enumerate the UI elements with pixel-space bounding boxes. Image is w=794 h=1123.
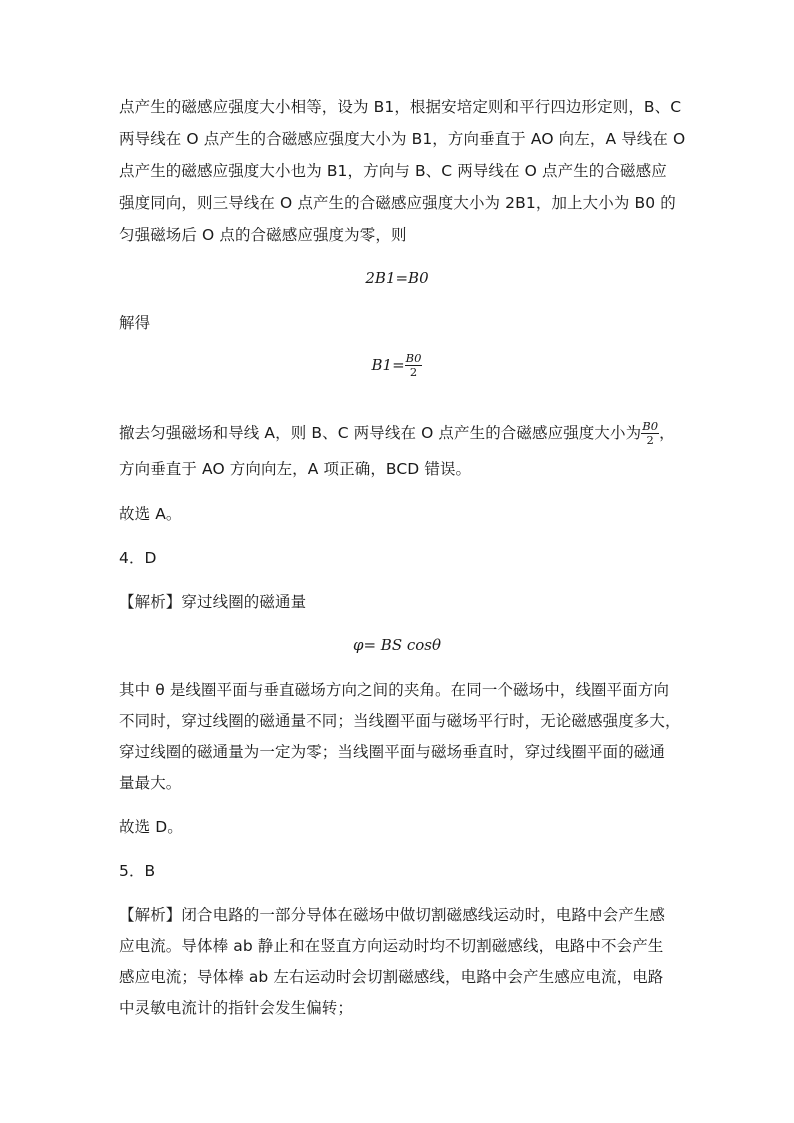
paragraph-line: 穿过线圈的磁通量为一定为零；当线圈平面与磁场垂直时，穿过线圈平面的磁通 (119, 743, 666, 761)
fraction-denominator: 2 (409, 365, 418, 379)
flux-formula: φ= BS cosθ (352, 636, 442, 654)
question-number: 4．D (119, 549, 157, 567)
paragraph-line: 不同时，穿过线圈的磁通量不同；当线圈平面与磁场平行时，无论磁感强度多大， (119, 712, 681, 730)
paragraph-line: 匀强磁场后 O 点的合磁感应强度为零，则 (119, 226, 407, 244)
answer-conclusion: 故选 A。 (119, 505, 182, 523)
paragraph-line: 【解析】闭合电路的一部分导体在磁场中做切割磁感线运动时，电路中会产生感 (119, 906, 666, 924)
paragraph-line: 量最大。 (119, 774, 182, 792)
paragraph-line: 两导线在 O 点产生的合磁感应强度大小为 B1，方向垂直于 AO 向左，A 导线在 O (119, 130, 686, 148)
answer-conclusion: 故选 D。 (119, 818, 183, 836)
fraction-numerator: B0 (642, 419, 659, 433)
paragraph-line: 应电流。导体棒 ab 静止和在竖直方向运动时均不切割磁感线，电路中不会产生 (119, 937, 664, 955)
equation-lhs: B1= (371, 356, 405, 374)
paragraph-line: 方向垂直于 AO 方向向左，A 项正确，BCD 错误。 (119, 460, 472, 478)
equation-b1-fraction (0, 352, 794, 379)
fraction (641, 420, 659, 447)
fraction (405, 352, 423, 379)
fraction-numerator: B0 (405, 351, 422, 365)
question-number: 5．B (119, 862, 156, 880)
solve-label: 解得 (119, 314, 151, 332)
paragraph-line: 中灵敏电流计的指针会发生偏转； (119, 999, 354, 1017)
paragraph-line: 点产生的磁感应强度大小也为 B1，方向与 B、C 两导线在 O 点产生的合磁感应 (119, 162, 667, 180)
paragraph-text: 撤去匀强磁场和导线 A，则 B、C 两导线在 O 点产生的合磁感应强度大小为 (119, 424, 642, 442)
paragraph-line: 其中 θ 是线圈平面与垂直磁场方向之间的夹角。在同一个磁场中，线圈平面方向 (119, 681, 670, 699)
punctuation: ， (659, 424, 675, 442)
paragraph-line: 点产生的磁感应强度大小相等，设为 B1，根据安培定则和平行四边形定则，B、C (119, 98, 682, 116)
fraction-denominator: 2 (646, 433, 654, 447)
analysis-heading: 【解析】穿过线圈的磁通量 (119, 593, 307, 611)
paragraph-line (119, 420, 675, 447)
paragraph-line: 感应电流；导体棒 ab 左右运动时会切割磁感线，电路中会产生感应电流，电路 (119, 968, 664, 986)
paragraph-line: 强度同向，则三导线在 O 点产生的合磁感应强度大小为 2B1，加上大小为 B0 的 (119, 194, 676, 212)
equation-2b1-b0: 2B1=B0 (365, 269, 429, 287)
